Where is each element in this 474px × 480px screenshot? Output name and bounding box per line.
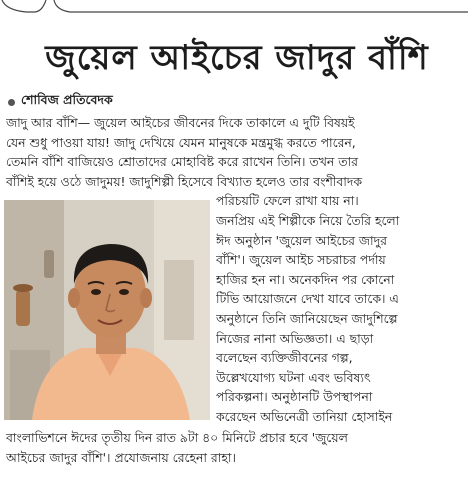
bullet-icon bbox=[8, 99, 15, 106]
portrait-illustration bbox=[4, 200, 210, 420]
body-line: পরিকল্পনা। অনুষ্ঠানটি উপস্থাপনা bbox=[216, 389, 373, 405]
body-line: উল্লেখযোগ্য ঘটনা এবং ভবিষ্যৎ bbox=[216, 369, 371, 385]
headline: জুয়েল আইচের জাদুর বাঁশি bbox=[45, 38, 429, 78]
body-line: করেছেন অভিনেত্রী তানিয়া হোসাইন bbox=[216, 409, 393, 424]
body-line: বাঁশি'। জুয়েল আইচ সচরাচর পর্দায় bbox=[216, 252, 386, 268]
body-line: পরিচয়টি ফেলে রাখা যায় না। bbox=[216, 193, 359, 209]
body-line: বাঁশিই হয়ে ওঠে জাদুময়! জাদুশিল্পী হিসেবে বিখ্যাত হলেও তার বংশীবাদক bbox=[6, 173, 363, 189]
top-frame-decoration bbox=[0, 0, 474, 34]
portrait-photo bbox=[4, 200, 210, 420]
body-line: যেন শুধু পাওয়া যায়! জাদু দেখিয়ে যেমন মানুষকে মন্ত্রমুগ্ধ করতে পারেন, bbox=[6, 134, 356, 150]
body-line: বাংলাভিশনে ঈদের তৃতীয় দিন রাত ৯টা ৪০ মিনিটে প্রচার হবে 'জুয়েল bbox=[6, 430, 348, 445]
body-line: আইচের জাদুর বাঁশি'। প্রযোজনায় রেহেনা রাহা। bbox=[6, 449, 236, 465]
body-line: জাদু আর বাঁশি— জুয়েল আইচের জীবনের দিকে তাকালে এ দুটি বিষয়ই bbox=[6, 115, 355, 130]
body-line: টিভি আয়োজনে দেখা যাবে তাকে। এ bbox=[216, 291, 399, 307]
body-line: হাজির হন না। অনেকদিন পর কোনো bbox=[216, 271, 395, 287]
body-line: নিজের নানা অভিজ্ঞতা। এ ছাড়া bbox=[216, 330, 374, 346]
body-line: তেমনি বাঁশি বাজিয়েও শ্রোতাদের মোহাবিষ্ট করে রাখেন তিনি। তখন তার bbox=[6, 154, 358, 170]
byline-text: শোবিজ প্রতিবেদক bbox=[21, 92, 113, 107]
body-line: অনুষ্ঠানে তিনি জানিয়েছেন জাদুশিল্পে bbox=[216, 311, 398, 326]
body-line: জনপ্রিয় এই শিল্পীকে নিয়ে তৈরি হলো bbox=[216, 213, 400, 228]
body-line: বলেছেন ব্যক্তিজীবনের গল্প, bbox=[216, 350, 353, 366]
body-line: ঈদ অনুষ্ঠান 'জুয়েল আইচের জাদুর bbox=[216, 232, 387, 248]
byline bbox=[8, 93, 113, 111]
